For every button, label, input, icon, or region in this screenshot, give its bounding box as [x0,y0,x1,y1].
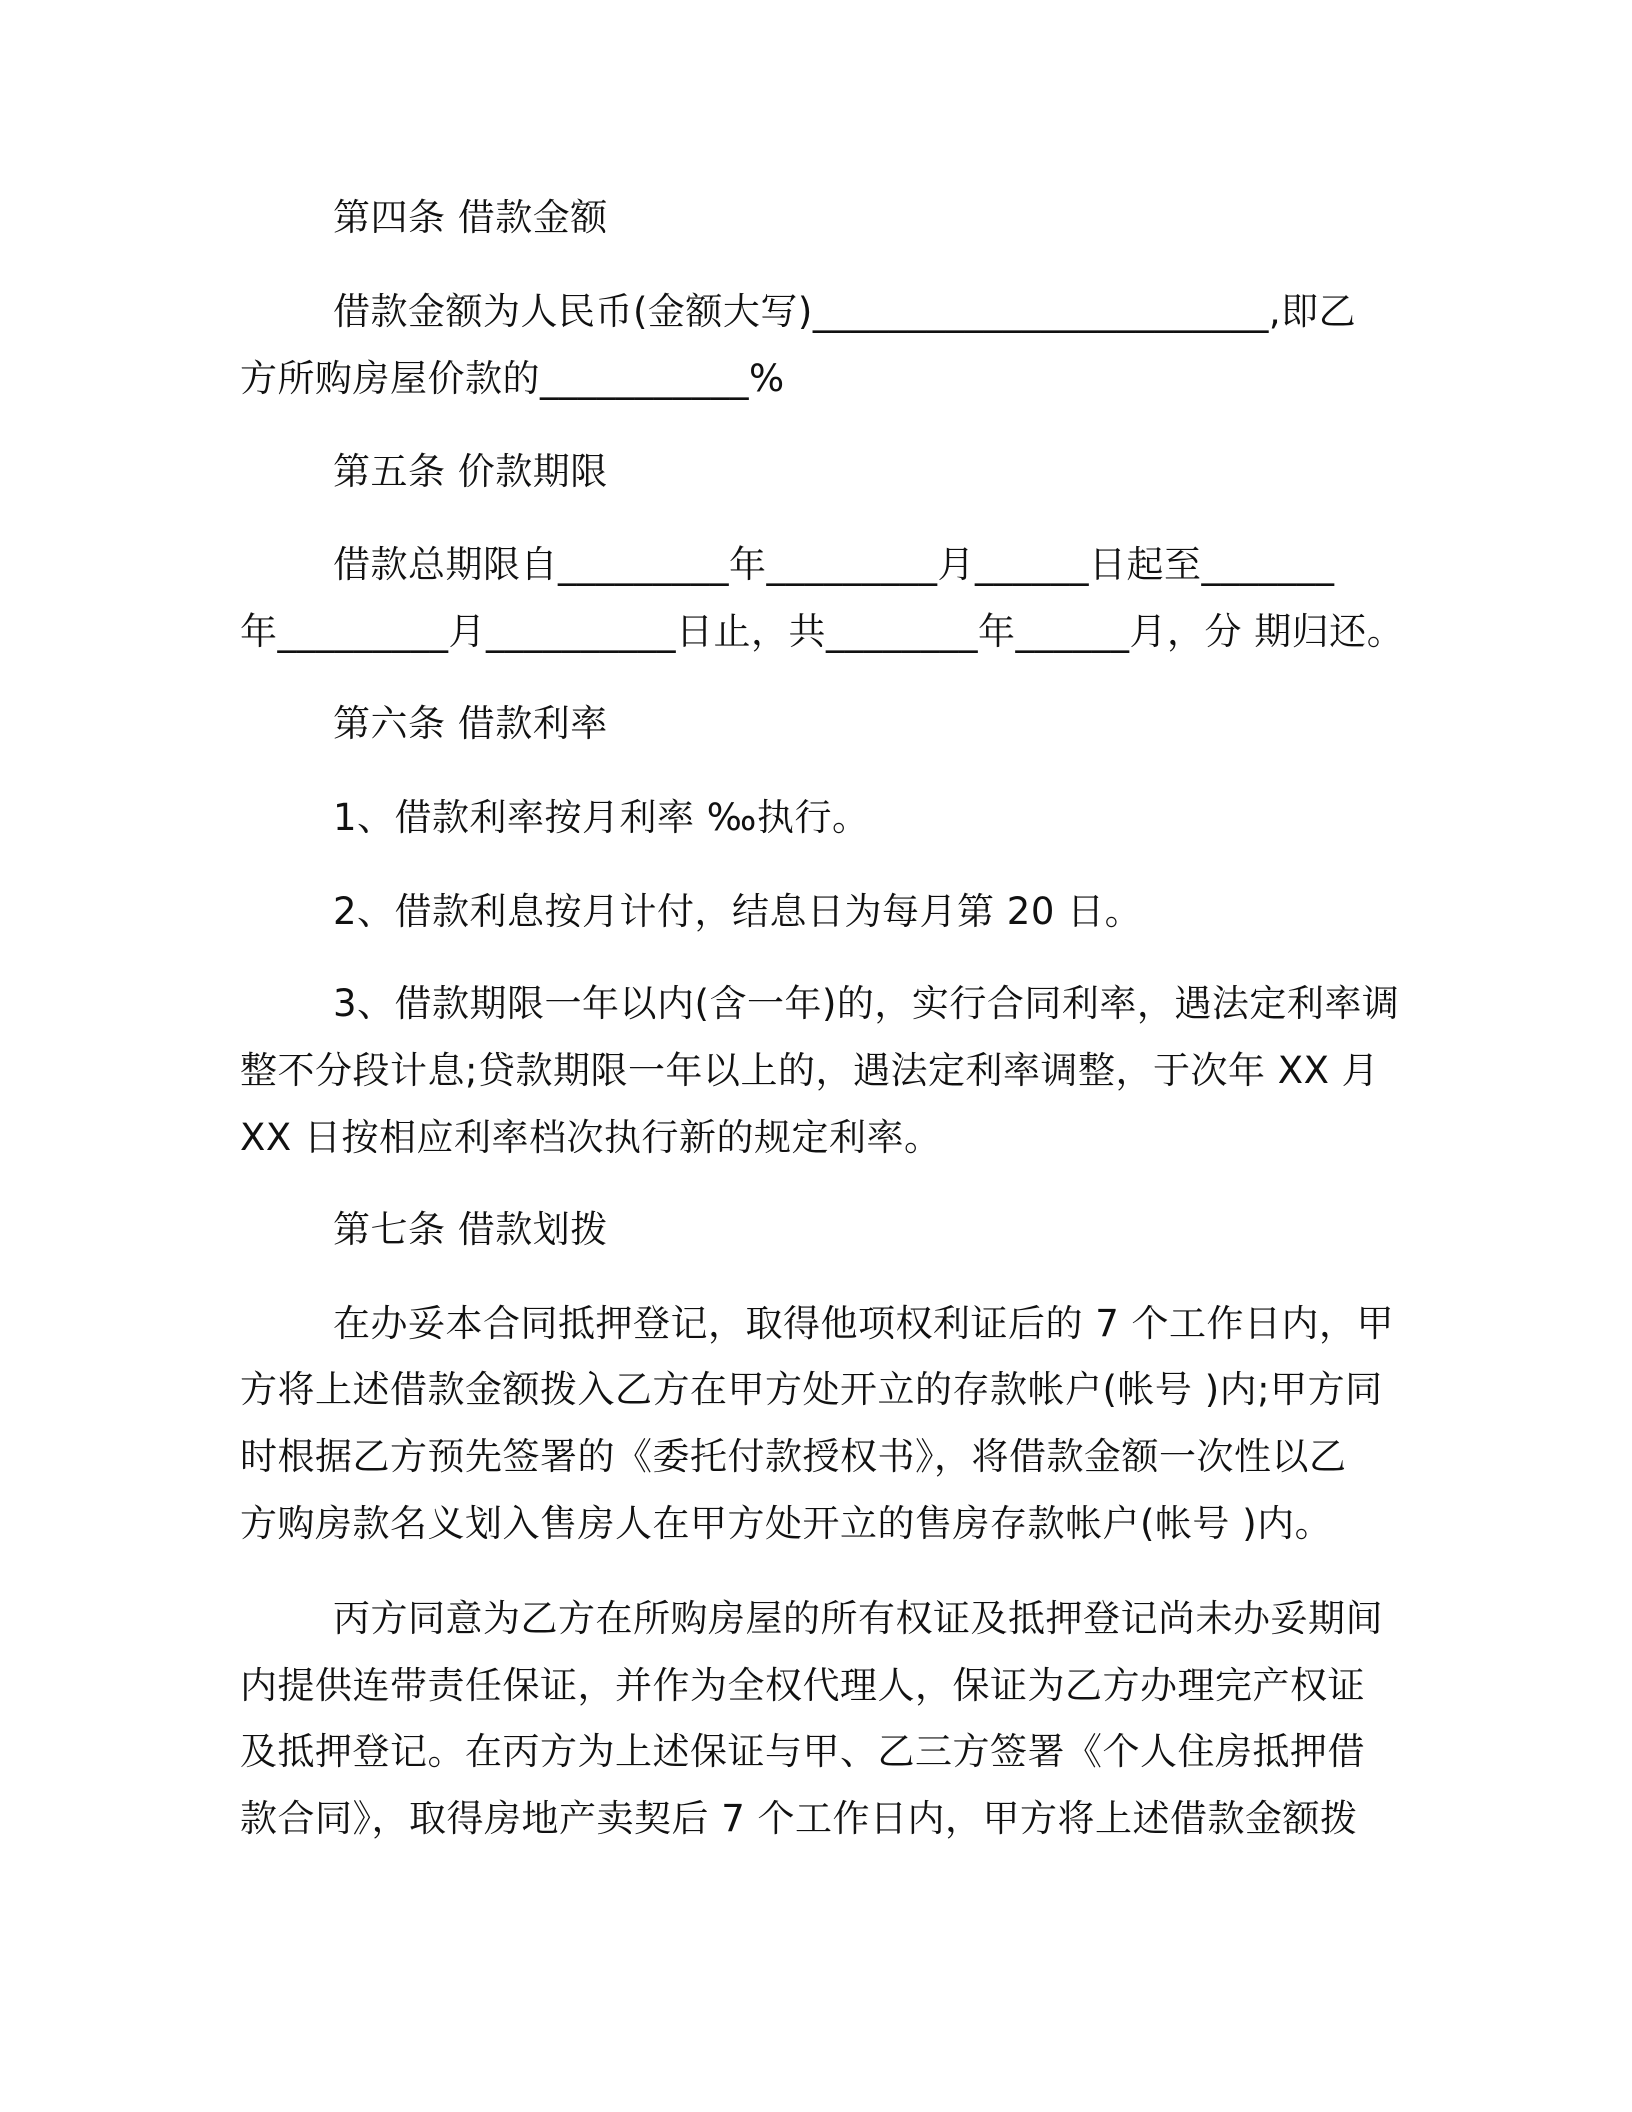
article-5-heading: 第五条 价款期限 [333,450,608,493]
article-6-item-2: 2、借款利息按月计付，结息日为每月第 20 日。 [333,890,1143,933]
article-4-heading: 第四条 借款金额 [333,196,608,239]
article-6-item-3-line: 整不分段计息;贷款期限一年以上的，遇法定利率调整，于次年 XX 月 [240,1049,1380,1092]
guarantee-paragraph-line: 及抵押登记。在丙方为上述保证与甲、乙三方签署《个人住房抵押借 [240,1730,1365,1773]
article-7-text-line: 时根据乙方预先签署的《委托付款授权书》，将借款金额一次性以乙 [240,1435,1347,1478]
article-7-text-line: 在办妥本合同抵押登记，取得他项权利证后的 7 个工作日内，甲 [333,1302,1395,1345]
guarantee-paragraph-line: 款合同》，取得房地产卖契后 7 个工作日内，甲方将上述借款金额拨 [240,1797,1358,1840]
article-6-heading: 第六条 借款利率 [333,702,608,745]
article-6-item-3-line: 3、借款期限一年以内(含一年)的，实行合同利率，遇法定利率调 [333,982,1400,1025]
guarantee-paragraph-line: 丙方同意为乙方在所购房屋的所有权证及抵押登记尚未办妥期间 [333,1597,1383,1640]
article-6-item-3-line: XX 日按相应利率档次执行新的规定利率。 [240,1116,942,1159]
article-6-item-1: 1、借款利率按月利率 ‰执行。 [333,796,870,839]
article-5-text-line: 年_________月__________日止，共________年______月，分 期归还。 [240,610,1405,653]
article-7-text-line: 方购房款名义划入售房人在甲方处开立的售房存款帐户(帐号 )内。 [240,1502,1333,1545]
article-5-text-line: 借款总期限自_________年_________月______日起至_______ [333,543,1335,586]
article-4-text-line: 借款金额为人民币(金额大写)________________________,即乙 [333,290,1357,333]
guarantee-paragraph-line: 内提供连带责任保证，并作为全权代理人，保证为乙方办理完产权证 [240,1664,1365,1707]
article-7-text-line: 方将上述借款金额拨入乙方在甲方处开立的存款帐户(帐号 )内;甲方同 [240,1368,1383,1411]
article-7-heading: 第七条 借款划拨 [333,1208,608,1251]
article-4-text-line: 方所购房屋价款的___________% [240,357,785,400]
